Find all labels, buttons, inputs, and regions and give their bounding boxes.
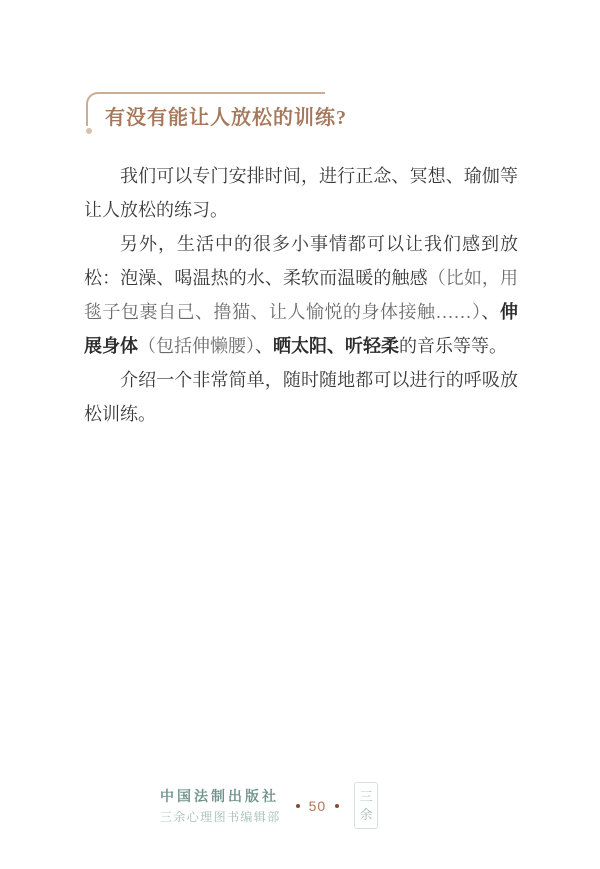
publisher-name: 中国法制出版社 (160, 788, 279, 804)
bracket-dot-decoration (86, 128, 92, 134)
page-footer (160, 782, 378, 829)
text-segment: 另外，生活中的很多小事情都可以让我们感到放松：泡澡、喝温热的水、柔软而温暖的触感 (84, 234, 518, 288)
logo-character-top: 三 (359, 788, 373, 804)
text-segment: 、 (481, 302, 500, 322)
footer-dot-left (296, 804, 300, 808)
page-number: 50 (308, 797, 327, 814)
text-segment: 伸展身体 (84, 302, 518, 356)
text-segment: 介绍一个非常简单，随时随地都可以进行的呼吸放松训练。 (84, 370, 518, 424)
text-segment: （包括伸懒腰） (138, 336, 255, 356)
text-segment: （比如，用毯子包裹自己、撸猫、让人愉悦的身体接触……） (84, 268, 519, 322)
text-segment: 我们可以专门安排时间，进行正念、冥想、瑜伽等让人放松的练习。 (84, 166, 518, 220)
text-segment: 晒太阳、听轻柔 (273, 336, 399, 356)
section-heading-block (86, 92, 347, 134)
paragraph (84, 227, 518, 363)
paragraph (84, 159, 518, 227)
logo-character-bottom: 余 (359, 806, 373, 822)
publisher-block (160, 786, 281, 825)
publisher-department: 三余心理图书编辑部 (160, 810, 281, 824)
paragraph (84, 363, 518, 431)
text-segment: 的音乐等等。 (399, 336, 507, 356)
body-text (84, 159, 518, 431)
publisher-logo-seal (354, 782, 378, 829)
text-segment: 、 (255, 336, 273, 356)
page-number-group (296, 798, 340, 814)
section-heading: 有没有能让人放松的训练? (105, 107, 347, 129)
footer-dot-right (335, 804, 339, 808)
